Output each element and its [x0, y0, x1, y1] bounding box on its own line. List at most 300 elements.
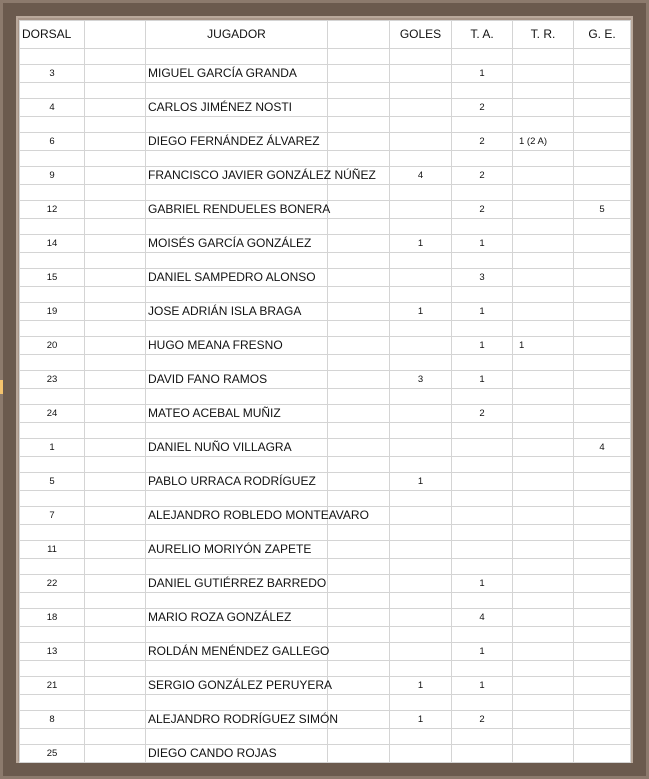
player-name-cell[interactable]: AURELIO MORIYÓN ZAPETE	[146, 541, 328, 559]
empty-cell[interactable]	[513, 219, 574, 235]
yellow-cards-cell[interactable]: 4	[452, 609, 513, 627]
goals-cell[interactable]: 3	[390, 371, 452, 389]
empty-cell[interactable]	[328, 473, 390, 491]
yellow-cards-cell[interactable]: 1	[452, 371, 513, 389]
empty-cell[interactable]	[328, 729, 390, 745]
yellow-cards-cell[interactable]	[452, 541, 513, 559]
empty-cell[interactable]	[390, 661, 452, 677]
empty-cell[interactable]	[20, 253, 85, 269]
yellow-cards-cell[interactable]: 1	[452, 235, 513, 253]
goals-conceded-cell[interactable]	[574, 745, 631, 763]
empty-cell[interactable]	[452, 627, 513, 643]
empty-cell[interactable]	[452, 355, 513, 371]
empty-cell[interactable]	[20, 185, 85, 201]
empty-cell[interactable]	[452, 559, 513, 575]
player-name-cell[interactable]: CARLOS JIMÉNEZ NOSTI	[146, 99, 328, 117]
empty-cell[interactable]	[328, 253, 390, 269]
empty-cell[interactable]	[85, 133, 146, 151]
empty-cell[interactable]	[85, 473, 146, 491]
empty-cell[interactable]	[146, 287, 328, 303]
goals-conceded-cell[interactable]	[574, 167, 631, 185]
empty-cell[interactable]	[328, 491, 390, 507]
empty-cell[interactable]	[85, 65, 146, 83]
empty-cell[interactable]	[390, 49, 452, 65]
empty-cell[interactable]	[85, 117, 146, 133]
red-cards-cell[interactable]	[513, 609, 574, 627]
dorsal-cell[interactable]: 3	[20, 65, 85, 83]
empty-cell[interactable]	[513, 49, 574, 65]
empty-cell[interactable]	[513, 729, 574, 745]
red-cards-cell[interactable]	[513, 575, 574, 593]
empty-cell[interactable]	[390, 627, 452, 643]
player-name-cell[interactable]: HUGO MEANA FRESNO	[146, 337, 328, 355]
empty-cell[interactable]	[328, 303, 390, 321]
empty-cell[interactable]	[85, 303, 146, 321]
empty-cell[interactable]	[20, 423, 85, 439]
empty-cell[interactable]	[20, 729, 85, 745]
empty-cell[interactable]	[20, 321, 85, 337]
empty-cell[interactable]	[513, 117, 574, 133]
empty-cell[interactable]	[85, 677, 146, 695]
goals-conceded-cell[interactable]	[574, 99, 631, 117]
yellow-cards-cell[interactable]: 1	[452, 575, 513, 593]
empty-cell[interactable]	[328, 575, 390, 593]
empty-cell[interactable]	[328, 677, 390, 695]
empty-cell[interactable]	[146, 151, 328, 167]
goals-cell[interactable]: 1	[390, 473, 452, 491]
empty-cell[interactable]	[146, 729, 328, 745]
empty-cell[interactable]	[85, 201, 146, 219]
empty-cell[interactable]	[574, 253, 631, 269]
red-cards-cell[interactable]	[513, 201, 574, 219]
player-name-cell[interactable]: ALEJANDRO RODRÍGUEZ SIMÓN	[146, 711, 328, 729]
empty-cell[interactable]	[328, 745, 390, 763]
goals-cell[interactable]: 1	[390, 303, 452, 321]
empty-cell[interactable]	[328, 695, 390, 711]
empty-cell[interactable]	[513, 287, 574, 303]
empty-cell[interactable]	[328, 593, 390, 609]
empty-cell[interactable]	[85, 423, 146, 439]
empty-cell[interactable]	[20, 83, 85, 99]
empty-cell[interactable]	[85, 355, 146, 371]
goals-conceded-cell[interactable]	[574, 235, 631, 253]
goals-conceded-cell[interactable]	[574, 337, 631, 355]
empty-cell[interactable]	[513, 593, 574, 609]
empty-cell[interactable]	[146, 423, 328, 439]
empty-cell[interactable]	[574, 287, 631, 303]
empty-cell[interactable]	[390, 389, 452, 405]
empty-cell[interactable]	[328, 117, 390, 133]
red-cards-cell[interactable]	[513, 303, 574, 321]
empty-cell[interactable]	[574, 423, 631, 439]
empty-cell[interactable]	[574, 219, 631, 235]
empty-cell[interactable]	[452, 729, 513, 745]
empty-cell[interactable]	[328, 269, 390, 287]
yellow-cards-cell[interactable]: 2	[452, 405, 513, 423]
empty-cell[interactable]	[85, 695, 146, 711]
empty-cell[interactable]	[20, 627, 85, 643]
empty-cell[interactable]	[85, 253, 146, 269]
dorsal-cell[interactable]: 18	[20, 609, 85, 627]
empty-cell[interactable]	[146, 593, 328, 609]
red-cards-cell[interactable]	[513, 65, 574, 83]
empty-cell[interactable]	[390, 423, 452, 439]
empty-cell[interactable]	[85, 185, 146, 201]
player-name-cell[interactable]: ALEJANDRO ROBLEDO MONTEAVARO	[146, 507, 328, 525]
empty-cell[interactable]	[85, 643, 146, 661]
yellow-cards-cell[interactable]: 2	[452, 167, 513, 185]
empty-cell[interactable]	[328, 439, 390, 457]
dorsal-cell[interactable]: 23	[20, 371, 85, 389]
empty-cell[interactable]	[452, 49, 513, 65]
empty-cell[interactable]	[146, 661, 328, 677]
empty-cell[interactable]	[20, 491, 85, 507]
dorsal-cell[interactable]: 25	[20, 745, 85, 763]
empty-cell[interactable]	[574, 355, 631, 371]
goals-cell[interactable]	[390, 575, 452, 593]
empty-cell[interactable]	[328, 371, 390, 389]
empty-cell[interactable]	[574, 117, 631, 133]
goals-cell[interactable]	[390, 405, 452, 423]
empty-cell[interactable]	[328, 389, 390, 405]
empty-cell[interactable]	[328, 559, 390, 575]
empty-cell[interactable]	[513, 491, 574, 507]
empty-cell[interactable]	[513, 355, 574, 371]
player-name-cell[interactable]: DIEGO CANDO ROJAS	[146, 745, 328, 763]
yellow-cards-cell[interactable]: 2	[452, 133, 513, 151]
dorsal-cell[interactable]: 11	[20, 541, 85, 559]
empty-cell[interactable]	[452, 253, 513, 269]
empty-cell[interactable]	[452, 661, 513, 677]
dorsal-cell[interactable]: 13	[20, 643, 85, 661]
yellow-cards-cell[interactable]	[452, 745, 513, 763]
red-cards-cell[interactable]	[513, 507, 574, 525]
empty-cell[interactable]	[146, 117, 328, 133]
empty-cell[interactable]	[452, 287, 513, 303]
empty-cell[interactable]	[85, 321, 146, 337]
empty-cell[interactable]	[328, 287, 390, 303]
empty-cell[interactable]	[513, 661, 574, 677]
yellow-cards-cell[interactable]: 2	[452, 99, 513, 117]
empty-cell[interactable]	[328, 525, 390, 541]
player-name-cell[interactable]: ROLDÁN MENÉNDEZ GALLEGO	[146, 643, 328, 661]
goals-conceded-cell[interactable]	[574, 133, 631, 151]
goals-conceded-cell[interactable]	[574, 711, 631, 729]
empty-cell[interactable]	[452, 389, 513, 405]
empty-cell[interactable]	[574, 457, 631, 473]
empty-cell[interactable]	[390, 729, 452, 745]
empty-cell[interactable]	[85, 661, 146, 677]
goals-cell[interactable]: 1	[390, 677, 452, 695]
empty-cell[interactable]	[513, 695, 574, 711]
empty-cell[interactable]	[452, 151, 513, 167]
player-name-cell[interactable]: DIEGO FERNÁNDEZ ÁLVAREZ	[146, 133, 328, 151]
empty-cell[interactable]	[85, 729, 146, 745]
empty-cell[interactable]	[390, 253, 452, 269]
empty-cell[interactable]	[328, 185, 390, 201]
empty-cell[interactable]	[146, 83, 328, 99]
goals-conceded-cell[interactable]	[574, 405, 631, 423]
dorsal-cell[interactable]: 19	[20, 303, 85, 321]
empty-cell[interactable]	[85, 83, 146, 99]
empty-cell[interactable]	[574, 695, 631, 711]
empty-cell[interactable]	[328, 49, 390, 65]
empty-cell[interactable]	[390, 287, 452, 303]
goals-cell[interactable]	[390, 643, 452, 661]
goals-conceded-cell[interactable]	[574, 303, 631, 321]
goals-conceded-cell[interactable]	[574, 473, 631, 491]
empty-cell[interactable]	[328, 321, 390, 337]
empty-cell[interactable]	[574, 559, 631, 575]
dorsal-cell[interactable]: 7	[20, 507, 85, 525]
yellow-cards-cell[interactable]	[452, 473, 513, 491]
empty-cell[interactable]	[513, 185, 574, 201]
yellow-cards-cell[interactable]: 1	[452, 337, 513, 355]
empty-cell[interactable]	[390, 321, 452, 337]
empty-cell[interactable]	[513, 423, 574, 439]
goals-cell[interactable]	[390, 541, 452, 559]
empty-cell[interactable]	[85, 99, 146, 117]
empty-cell[interactable]	[85, 457, 146, 473]
goals-conceded-cell[interactable]	[574, 269, 631, 287]
empty-cell[interactable]	[20, 593, 85, 609]
empty-cell[interactable]	[513, 559, 574, 575]
dorsal-cell[interactable]: 8	[20, 711, 85, 729]
empty-cell[interactable]	[146, 321, 328, 337]
goals-conceded-cell[interactable]: 5	[574, 201, 631, 219]
empty-cell[interactable]	[85, 559, 146, 575]
empty-cell[interactable]	[452, 423, 513, 439]
empty-cell[interactable]	[328, 65, 390, 83]
player-name-cell[interactable]: MOISÉS GARCÍA GONZÁLEZ	[146, 235, 328, 253]
empty-cell[interactable]	[452, 321, 513, 337]
empty-cell[interactable]	[85, 491, 146, 507]
empty-cell[interactable]	[574, 49, 631, 65]
empty-cell[interactable]	[574, 661, 631, 677]
player-name-cell[interactable]: GABRIEL RENDUELES BONERA	[146, 201, 328, 219]
empty-cell[interactable]	[20, 559, 85, 575]
empty-cell[interactable]	[452, 219, 513, 235]
empty-cell[interactable]	[452, 457, 513, 473]
red-cards-cell[interactable]	[513, 677, 574, 695]
empty-cell[interactable]	[513, 151, 574, 167]
empty-cell[interactable]	[85, 593, 146, 609]
empty-cell[interactable]	[146, 49, 328, 65]
dorsal-cell[interactable]: 12	[20, 201, 85, 219]
goals-cell[interactable]	[390, 745, 452, 763]
empty-cell[interactable]	[574, 729, 631, 745]
red-cards-cell[interactable]	[513, 371, 574, 389]
empty-cell[interactable]	[85, 337, 146, 355]
empty-cell[interactable]	[146, 695, 328, 711]
goals-conceded-cell[interactable]	[574, 643, 631, 661]
empty-cell[interactable]	[146, 627, 328, 643]
dorsal-cell[interactable]: 4	[20, 99, 85, 117]
empty-cell[interactable]	[390, 457, 452, 473]
empty-cell[interactable]	[85, 507, 146, 525]
dorsal-cell[interactable]: 21	[20, 677, 85, 695]
dorsal-cell[interactable]: 5	[20, 473, 85, 491]
red-cards-cell[interactable]: 1 (2 A)	[513, 133, 574, 151]
red-cards-cell[interactable]	[513, 541, 574, 559]
empty-cell[interactable]	[85, 287, 146, 303]
empty-cell[interactable]	[452, 185, 513, 201]
empty-cell[interactable]	[85, 49, 146, 65]
empty-cell[interactable]	[146, 525, 328, 541]
yellow-cards-cell[interactable]: 2	[452, 711, 513, 729]
empty-cell[interactable]	[328, 235, 390, 253]
empty-cell[interactable]	[452, 83, 513, 99]
goals-conceded-cell[interactable]	[574, 541, 631, 559]
empty-cell[interactable]	[85, 269, 146, 287]
dorsal-cell[interactable]: 15	[20, 269, 85, 287]
empty-cell[interactable]	[20, 117, 85, 133]
empty-cell[interactable]	[513, 389, 574, 405]
empty-cell[interactable]	[85, 439, 146, 457]
red-cards-cell[interactable]	[513, 473, 574, 491]
empty-cell[interactable]	[328, 151, 390, 167]
yellow-cards-cell[interactable]: 1	[452, 677, 513, 695]
player-name-cell[interactable]: MARIO ROZA GONZÁLEZ	[146, 609, 328, 627]
red-cards-cell[interactable]	[513, 745, 574, 763]
empty-cell[interactable]	[513, 627, 574, 643]
red-cards-cell[interactable]	[513, 643, 574, 661]
empty-cell[interactable]	[146, 253, 328, 269]
empty-cell[interactable]	[328, 457, 390, 473]
empty-cell[interactable]	[574, 491, 631, 507]
empty-cell[interactable]	[390, 151, 452, 167]
red-cards-cell[interactable]	[513, 235, 574, 253]
empty-cell[interactable]	[328, 423, 390, 439]
empty-cell[interactable]	[574, 151, 631, 167]
goals-conceded-cell[interactable]	[574, 507, 631, 525]
empty-cell[interactable]	[20, 151, 85, 167]
goals-cell[interactable]	[390, 201, 452, 219]
empty-cell[interactable]	[146, 491, 328, 507]
player-name-cell[interactable]: DANIEL GUTIÉRREZ BARREDO	[146, 575, 328, 593]
dorsal-cell[interactable]: 14	[20, 235, 85, 253]
empty-cell[interactable]	[452, 593, 513, 609]
dorsal-cell[interactable]: 9	[20, 167, 85, 185]
empty-cell[interactable]	[85, 745, 146, 763]
player-name-cell[interactable]: MIGUEL GARCÍA GRANDA	[146, 65, 328, 83]
yellow-cards-cell[interactable]	[452, 439, 513, 457]
goals-cell[interactable]	[390, 99, 452, 117]
empty-cell[interactable]	[146, 219, 328, 235]
yellow-cards-cell[interactable]	[452, 507, 513, 525]
goals-cell[interactable]	[390, 609, 452, 627]
empty-cell[interactable]	[328, 99, 390, 117]
empty-cell[interactable]	[146, 389, 328, 405]
empty-cell[interactable]	[20, 49, 85, 65]
empty-cell[interactable]	[452, 117, 513, 133]
player-name-cell[interactable]: FRANCISCO JAVIER GONZÁLEZ NÚÑEZ	[146, 167, 328, 185]
goals-cell[interactable]	[390, 65, 452, 83]
empty-cell[interactable]	[20, 355, 85, 371]
empty-cell[interactable]	[328, 337, 390, 355]
red-cards-cell[interactable]	[513, 99, 574, 117]
yellow-cards-cell[interactable]: 3	[452, 269, 513, 287]
player-name-cell[interactable]: SERGIO GONZÁLEZ PERUYERA	[146, 677, 328, 695]
empty-cell[interactable]	[574, 627, 631, 643]
empty-cell[interactable]	[146, 559, 328, 575]
dorsal-cell[interactable]: 22	[20, 575, 85, 593]
empty-cell[interactable]	[85, 371, 146, 389]
goals-cell[interactable]	[390, 507, 452, 525]
goals-conceded-cell[interactable]	[574, 609, 631, 627]
player-name-cell[interactable]: DANIEL SAMPEDRO ALONSO	[146, 269, 328, 287]
empty-cell[interactable]	[452, 491, 513, 507]
red-cards-cell[interactable]	[513, 711, 574, 729]
player-name-cell[interactable]: JOSE ADRIÁN ISLA BRAGA	[146, 303, 328, 321]
empty-cell[interactable]	[390, 525, 452, 541]
empty-cell[interactable]	[328, 133, 390, 151]
empty-cell[interactable]	[85, 405, 146, 423]
empty-cell[interactable]	[390, 593, 452, 609]
dorsal-cell[interactable]: 6	[20, 133, 85, 151]
empty-cell[interactable]	[85, 711, 146, 729]
empty-cell[interactable]	[85, 627, 146, 643]
empty-cell[interactable]	[574, 525, 631, 541]
empty-cell[interactable]	[574, 593, 631, 609]
empty-cell[interactable]	[574, 321, 631, 337]
empty-cell[interactable]	[390, 185, 452, 201]
red-cards-cell[interactable]	[513, 167, 574, 185]
empty-cell[interactable]	[85, 609, 146, 627]
empty-cell[interactable]	[390, 83, 452, 99]
red-cards-cell[interactable]	[513, 405, 574, 423]
empty-cell[interactable]	[513, 253, 574, 269]
empty-cell[interactable]	[390, 219, 452, 235]
goals-conceded-cell[interactable]	[574, 371, 631, 389]
dorsal-cell[interactable]: 20	[20, 337, 85, 355]
goals-cell[interactable]	[390, 269, 452, 287]
goals-cell[interactable]: 1	[390, 235, 452, 253]
empty-cell[interactable]	[390, 355, 452, 371]
goals-conceded-cell[interactable]	[574, 677, 631, 695]
empty-cell[interactable]	[85, 235, 146, 253]
yellow-cards-cell[interactable]: 1	[452, 643, 513, 661]
empty-cell[interactable]	[328, 643, 390, 661]
yellow-cards-cell[interactable]: 1	[452, 303, 513, 321]
empty-cell[interactable]	[20, 695, 85, 711]
empty-cell[interactable]	[85, 151, 146, 167]
goals-cell[interactable]	[390, 133, 452, 151]
red-cards-cell[interactable]	[513, 439, 574, 457]
empty-cell[interactable]	[390, 117, 452, 133]
player-name-cell[interactable]: DAVID FANO RAMOS	[146, 371, 328, 389]
empty-cell[interactable]	[328, 661, 390, 677]
goals-cell[interactable]	[390, 337, 452, 355]
empty-cell[interactable]	[452, 695, 513, 711]
empty-cell[interactable]	[20, 457, 85, 473]
empty-cell[interactable]	[328, 541, 390, 559]
player-name-cell[interactable]: DANIEL NUÑO VILLAGRA	[146, 439, 328, 457]
empty-cell[interactable]	[85, 541, 146, 559]
player-name-cell[interactable]: PABLO URRACA RODRÍGUEZ	[146, 473, 328, 491]
empty-cell[interactable]	[85, 167, 146, 185]
player-name-cell[interactable]: MATEO ACEBAL MUÑIZ	[146, 405, 328, 423]
empty-cell[interactable]	[85, 575, 146, 593]
empty-cell[interactable]	[20, 389, 85, 405]
empty-cell[interactable]	[574, 83, 631, 99]
goals-cell[interactable]	[390, 439, 452, 457]
empty-cell[interactable]	[328, 83, 390, 99]
empty-cell[interactable]	[85, 219, 146, 235]
goals-cell[interactable]: 4	[390, 167, 452, 185]
goals-cell[interactable]: 1	[390, 711, 452, 729]
dorsal-cell[interactable]: 24	[20, 405, 85, 423]
